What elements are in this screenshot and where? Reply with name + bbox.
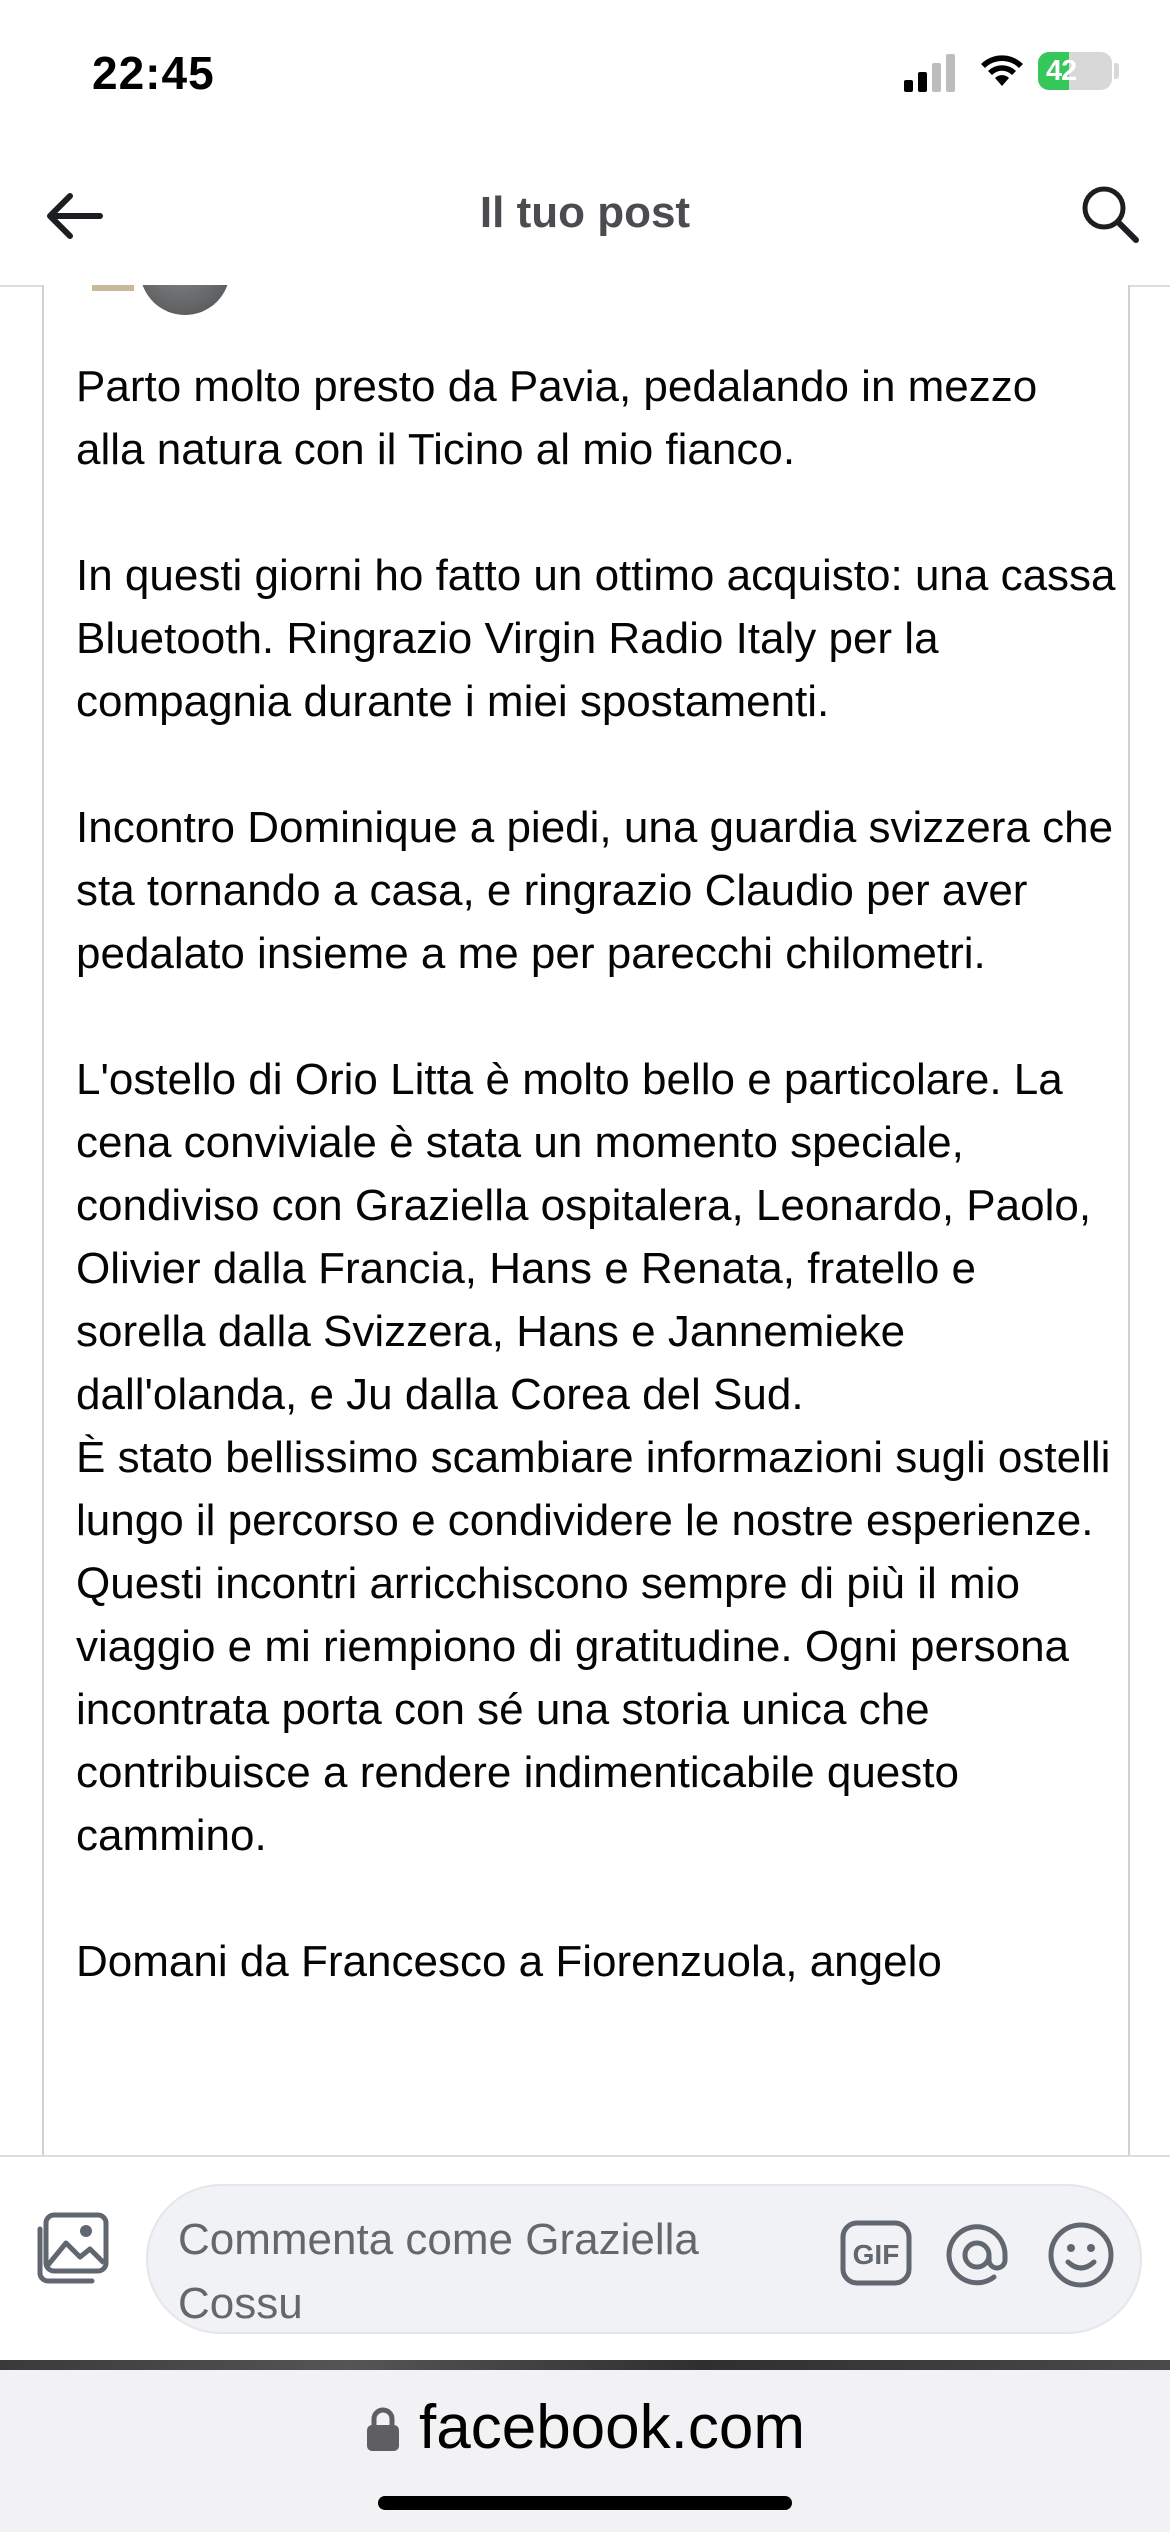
post-card [42, 285, 1130, 2155]
header [0, 150, 1170, 287]
post-header-fragment [92, 285, 134, 291]
emoji-icon[interactable] [1046, 2220, 1116, 2290]
browser-address-bar[interactable] [0, 2370, 1170, 2532]
gif-icon[interactable] [840, 2220, 912, 2286]
wifi-icon [978, 50, 1026, 90]
comment-input[interactable] [146, 2184, 1142, 2334]
url-text: facebook.com [419, 2393, 805, 2462]
comment-placeholder: Commenta come Graziella Cossu [178, 2215, 699, 2328]
battery-icon [1038, 52, 1112, 90]
gif-label: GIF [852, 2239, 900, 2270]
page-title: Il tuo post [479, 188, 691, 237]
battery-nub [1114, 63, 1119, 79]
battery-percent: 42 [1046, 55, 1077, 87]
comment-bar [0, 2155, 1170, 2362]
photo-icon[interactable] [34, 2211, 112, 2285]
post-paragraph: Incontro Dominique a piedi, una guardia svizzera che sta tornando a casa, e ringrazio Claudio per aver pedalato insieme a me per parecchi chilometri. [76, 803, 1114, 978]
paragraph-gap [76, 733, 1116, 796]
url-display[interactable] [0, 2392, 1170, 2463]
post-text [76, 355, 1116, 1993]
post-paragraph: L'ostello di Orio Litta è molto bello e particolare. La cena conviviale è stata un momento speciale, condiviso con Graziella ospitalera, Leonardo, Paolo, Olivier dalla Francia, Hans e Renata, fratello e sorella dalla Svizzera, Hans e Jannemieke dall'olanda, e Ju dalla Corea del Sud. [76, 1055, 1092, 1419]
paragraph-gap [76, 985, 1116, 1048]
search-icon[interactable] [1078, 182, 1142, 246]
avatar[interactable] [140, 285, 230, 315]
paragraph-gap [76, 481, 1116, 544]
keyboard-edge-strip [0, 2360, 1170, 2370]
at-icon[interactable] [942, 2220, 1012, 2290]
post-paragraph: Parto molto presto da Pavia, pedalando in mezzo alla natura con il Ticino al mio fianco. [76, 362, 1038, 474]
paragraph-gap [76, 1867, 1116, 1930]
post-paragraph: È stato bellissimo scambiare informazioni sugli ostelli lungo il percorso e condividere le nostre esperienze. [76, 1433, 1111, 1545]
cellular-signal-icon [904, 52, 956, 92]
post-paragraph: In questi giorni ho fatto un ottimo acquisto: una cassa Bluetooth. Ringrazio Virgin Radio Italy per la compagnia durante i miei spostamenti. [76, 551, 1116, 726]
post-paragraph: Questi incontri arricchiscono sempre di più il mio viaggio e mi riempiono di gratitudine. Ogni persona incontrata porta con sé una storia unica che contribuisce a rendere indimenticabile questo cammino. [76, 1559, 1070, 1860]
status-time: 22:45 [92, 47, 215, 99]
home-indicator[interactable] [378, 2496, 792, 2510]
lock-icon [365, 2406, 401, 2452]
post-paragraph: Domani da Francesco a Fiorenzuola, angelo [76, 1937, 942, 1986]
status-bar [0, 0, 1170, 150]
